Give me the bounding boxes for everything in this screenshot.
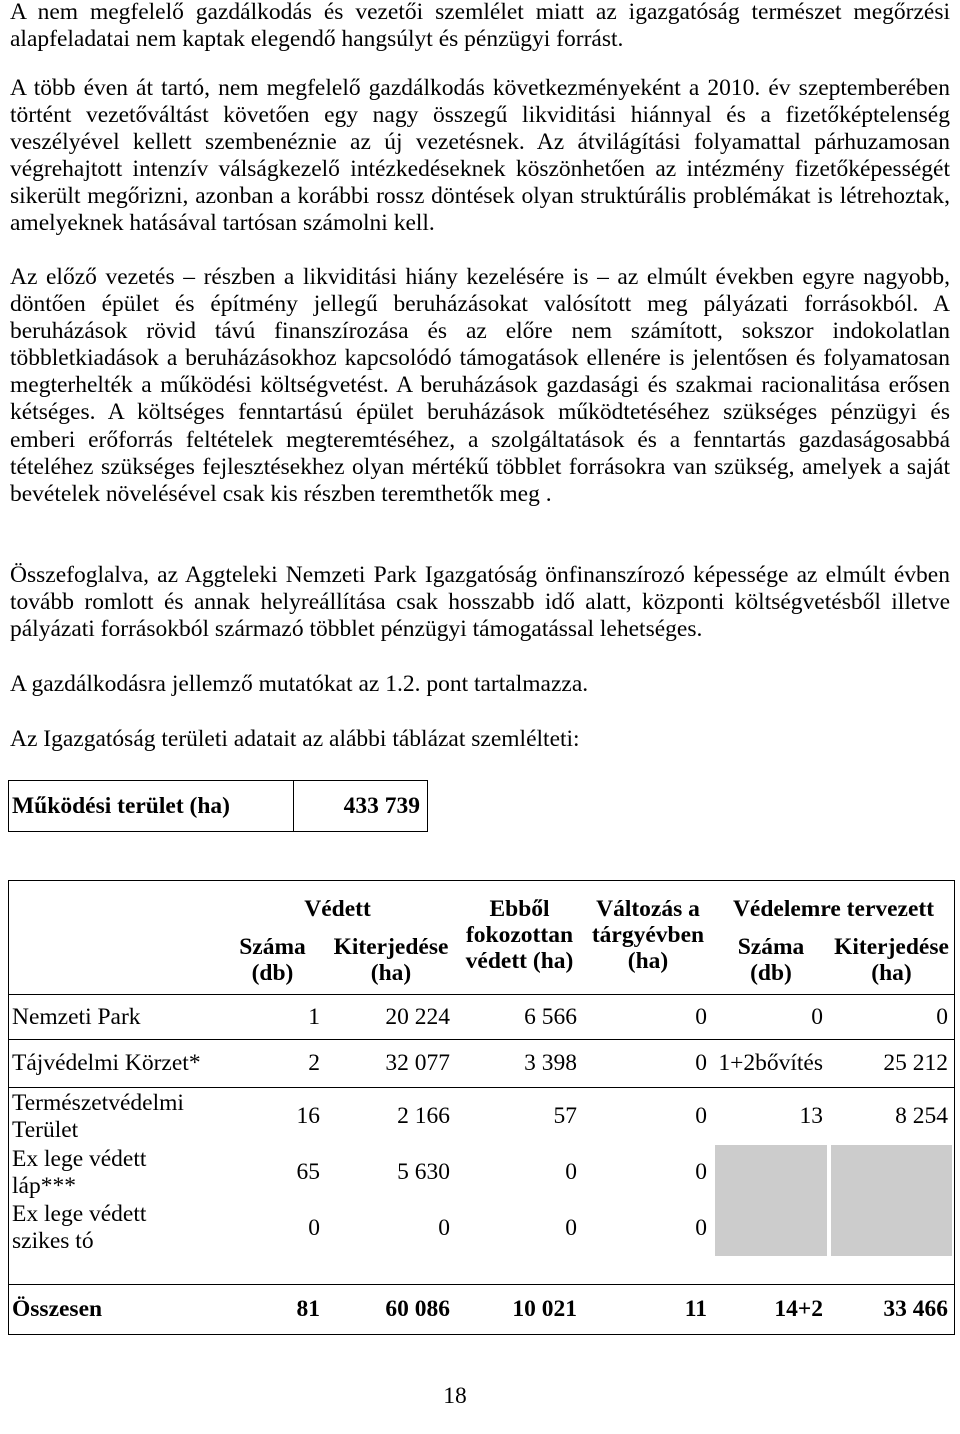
cell-protected-count: 1 [219,995,326,1040]
cell-protected-count: 16 [296,1103,320,1129]
header-protected-extent [326,931,456,995]
spacer-row [9,1256,954,1285]
cell-planned-extent: 8 254 [895,1103,949,1129]
header-line: Kiterjedése [834,933,949,960]
cell-change: 0 [695,1159,707,1185]
protected-areas-table [8,880,955,1335]
cell-protected-count: 65 [296,1159,320,1185]
cell-protected-extent: 0 [438,1214,450,1241]
total-protected-count: 81 [296,1296,320,1322]
paragraph-summary: Összefoglalva, az Aggteleki Nemzeti Park Igazgatóság önfinanszírozó képessége az elmúlt évben tovább romlott és annak helyreállítása csak hosszabb idő alatt, központi költségvetésből illetve pályázati forrásokból származó többlet pénzügyi támogatással lehetséges. [10,562,950,643]
row-label [9,995,219,1040]
header-change-in-year [583,881,713,995]
header-strictly-protected [456,881,583,995]
header-line: Ebből [489,895,550,922]
total-planned-count: 14+2 [774,1296,823,1322]
row-label-line: Ex lege védett [12,1201,147,1227]
table-row [9,1040,954,1088]
header-line: Változás a [596,895,700,922]
row-label-line: Nemzeti Park [12,1003,141,1030]
row-label [9,1040,219,1088]
header-line: (ha) [370,959,412,986]
row-label-line: Ex lege védett [12,1145,147,1172]
header-line: (db) [750,959,792,986]
spacer-cell [9,1256,954,1285]
cell-planned-count: 0 [713,995,829,1040]
total-planned-extent: 33 466 [883,1296,949,1322]
total-strictly-protected: 10 021 [512,1296,577,1322]
cell-planned-extent: 0 [829,995,954,1040]
cell-strictly-protected: 3 398 [456,1040,583,1088]
header-row-top [9,881,954,931]
cell-protected-count: 0 [308,1214,320,1241]
paragraph-indicators-reference: A gazdálkodásra jellemző mutatókat az 1.2. pont tartalmazza. [10,671,589,697]
paragraph-management-shortcomings: A nem megfelelő gazdálkodás és vezetői szemlélet miatt az igazgatóság természet megőrzési alapfeladatai nem kaptak elegendő hangsúlyt és pénzügyi forrást. [10,0,950,53]
cell-protected-extent: 20 224 [326,995,456,1040]
cell-change: 0 [583,995,713,1040]
row-label-line: szikes tó [12,1228,94,1254]
header-planned-count [713,931,829,995]
cell-strictly-protected: 57 [553,1103,577,1129]
cell-strictly-protected: 0 [565,1214,577,1241]
row-label-line: Tájvédelmi Körzet* [12,1050,201,1076]
total-change: 11 [684,1296,707,1322]
row-label [9,1088,219,1145]
row-label-line: láp*** [12,1172,76,1199]
header-line: Száma [737,933,805,960]
row-label-line: Terület [12,1116,79,1143]
operating-area-row [9,781,428,832]
total-protected-extent: 60 086 [385,1296,450,1322]
header-protected-count [219,931,326,995]
total-row [9,1285,954,1334]
cell-protected-extent: 32 077 [326,1040,456,1088]
header-blank-cell [9,881,219,995]
paragraph-table-intro: Az Igazgatóság területi adatait az alábbi táblázat szemlélteti: [10,726,580,752]
header-line: Kiterjedése [333,933,449,960]
header-line: tárgyévben [591,921,705,948]
table-row [9,1088,954,1145]
cell-protected-extent: 2 166 [397,1103,450,1129]
table-row [9,1145,954,1200]
header-line: (ha) [627,947,669,974]
cell-change: 0 [695,1103,707,1129]
shaded-cell [829,1145,954,1256]
header-planned-group: Védelemre tervezett [732,896,935,922]
cell-change: 0 [695,1214,707,1241]
operating-area-label: Működési terület (ha) [9,781,294,832]
row-label-line: Természetvédelmi [12,1089,184,1116]
header-line: (ha) [871,959,912,986]
header-line: fokozottan [465,921,574,948]
cell-strictly-protected: 6 566 [456,995,583,1040]
paragraph-investments: Az előző vezetés – részben a likviditási hiány kezelésére is – az elmúlt években egyre nagyobb, döntően épület és építmény jellegű beruházásokat valósított meg pályázati forrásokból. A beruházások rövid távú finanszírozása és az előre nem számított, sokszor indokolatlan többletkiadások a beruházásokhoz kapcsolódó támogatások ellenére is jelentősen és folyamatosan megterhelték a működési költségvetést. A beruházások gazdasági és szakmai racionalitása erősen kétséges. A költséges fenntartású épület beruházások működtetéséhez szükséges pénzügyi és emberi erőforrás feltételek megteremtéséhez, a szolgáltatások és a fenntartás gazdaságosabbá tételéhez szükséges fejlesztésekhez olyan mértékű többlet forrásokra van szükség, amelyek a saját bevételek növelésével csak kis részben teremthetők meg . [10,264,950,507]
paragraph-liquidity-crisis: A több éven át tartó, nem megfelelő gazdálkodás következményeként a 2010. év szeptemberében történt vezetőváltást követően egy nagy összegű likviditási hiánnyal és a fizetőképtelenség veszélyével kellett szembenéznie az új vezetésnek. Az átvilágítási folyamattal párhuzamosan végrehajtott intenzív válságkezelő intézkedéseknek köszönhetően az intézmény fizetőképességét sikerült megőrizni, azonban a korábbi rossz döntések olyan struktúrális problémákat is létrehoztak, amelyeknek hatásával tartósan számolni kell. [10,75,950,237]
cell-strictly-protected: 0 [565,1159,577,1185]
cell-planned-count: 1+2bővítés [713,1040,829,1088]
operating-area-table [8,780,428,832]
header-line: Száma [239,933,306,960]
row-label [9,1200,219,1256]
cell-planned-extent: 25 212 [829,1040,954,1088]
shaded-cell [713,1145,829,1256]
table-row [9,995,954,1040]
total-label: Összesen [12,1296,103,1322]
operating-area-value: 433 739 [343,792,420,819]
page-number: 18 [443,1383,467,1409]
cell-protected-extent: 5 630 [397,1159,450,1185]
header-line: (db) [251,959,294,986]
header-planned-extent [829,931,954,995]
header-line: védett (ha) [465,947,574,974]
header-protected-group: Védett [304,896,371,922]
cell-protected-count: 2 [219,1040,326,1088]
cell-planned-count: 13 [799,1103,823,1129]
cell-change: 0 [583,1040,713,1088]
row-label [9,1145,219,1200]
